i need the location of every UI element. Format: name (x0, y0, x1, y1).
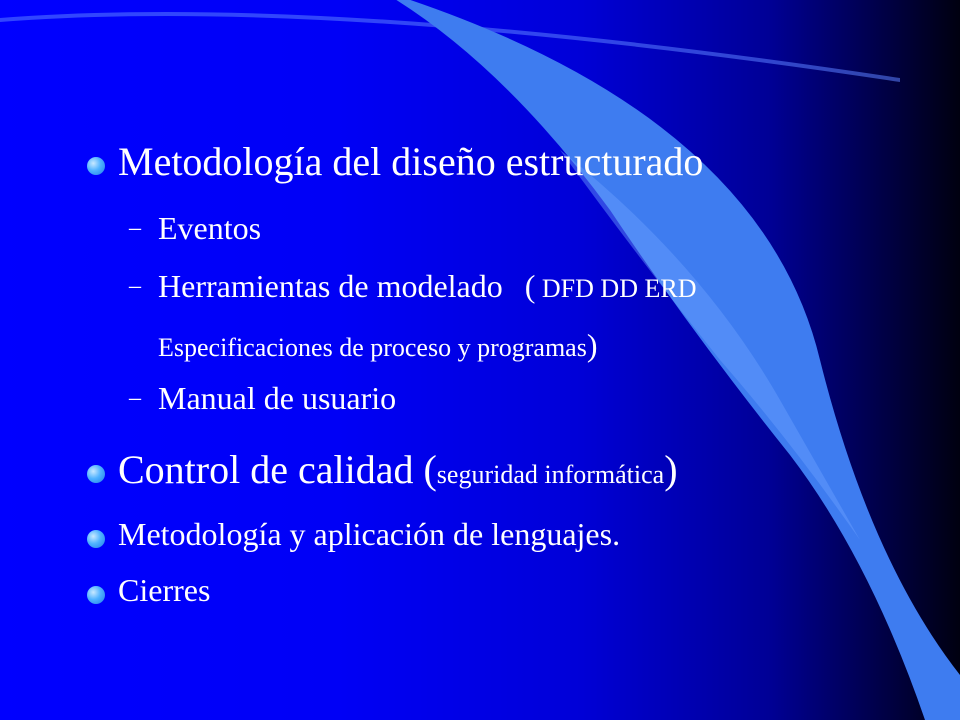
bullet-item (118, 138, 703, 185)
bullet-text: Metodología y aplicación de lenguajes. (118, 516, 621, 552)
bullet-dot-icon (87, 530, 105, 548)
paren-close: ) (586, 327, 598, 363)
sub-bullet-text: Manual de usuario (158, 380, 397, 416)
sub-bullet-continuation (158, 327, 597, 364)
bullet-item (118, 446, 678, 493)
paren-open: ( (423, 447, 437, 492)
paren-open: ( (524, 268, 536, 304)
bullet-dot-icon (87, 586, 105, 604)
sub-bullet-item (129, 268, 697, 305)
paren-detail: DFD DD ERD (535, 274, 697, 303)
dash-icon: – (129, 215, 141, 241)
dash-icon: – (129, 385, 141, 411)
paren-close: ) (664, 447, 678, 492)
sub-bullet-text: Eventos (158, 210, 262, 246)
bullet-item (118, 516, 620, 553)
bullet-text: Metodología del diseño estructurado (118, 139, 704, 184)
bullet-text: Control de calidad (118, 447, 414, 492)
paren-detail: Especificaciones de proceso y programas (158, 333, 587, 362)
bullet-dot-icon (87, 465, 105, 483)
sub-bullet-text: Herramientas de modelado (158, 268, 503, 304)
bullet-text: Cierres (118, 572, 211, 608)
sub-bullet-item (129, 380, 397, 417)
bullet-dot-icon (87, 157, 105, 175)
sub-bullet-item (129, 210, 262, 247)
bullet-item (118, 572, 210, 609)
paren-detail: seguridad informática (436, 460, 665, 489)
dash-icon: – (129, 273, 141, 299)
